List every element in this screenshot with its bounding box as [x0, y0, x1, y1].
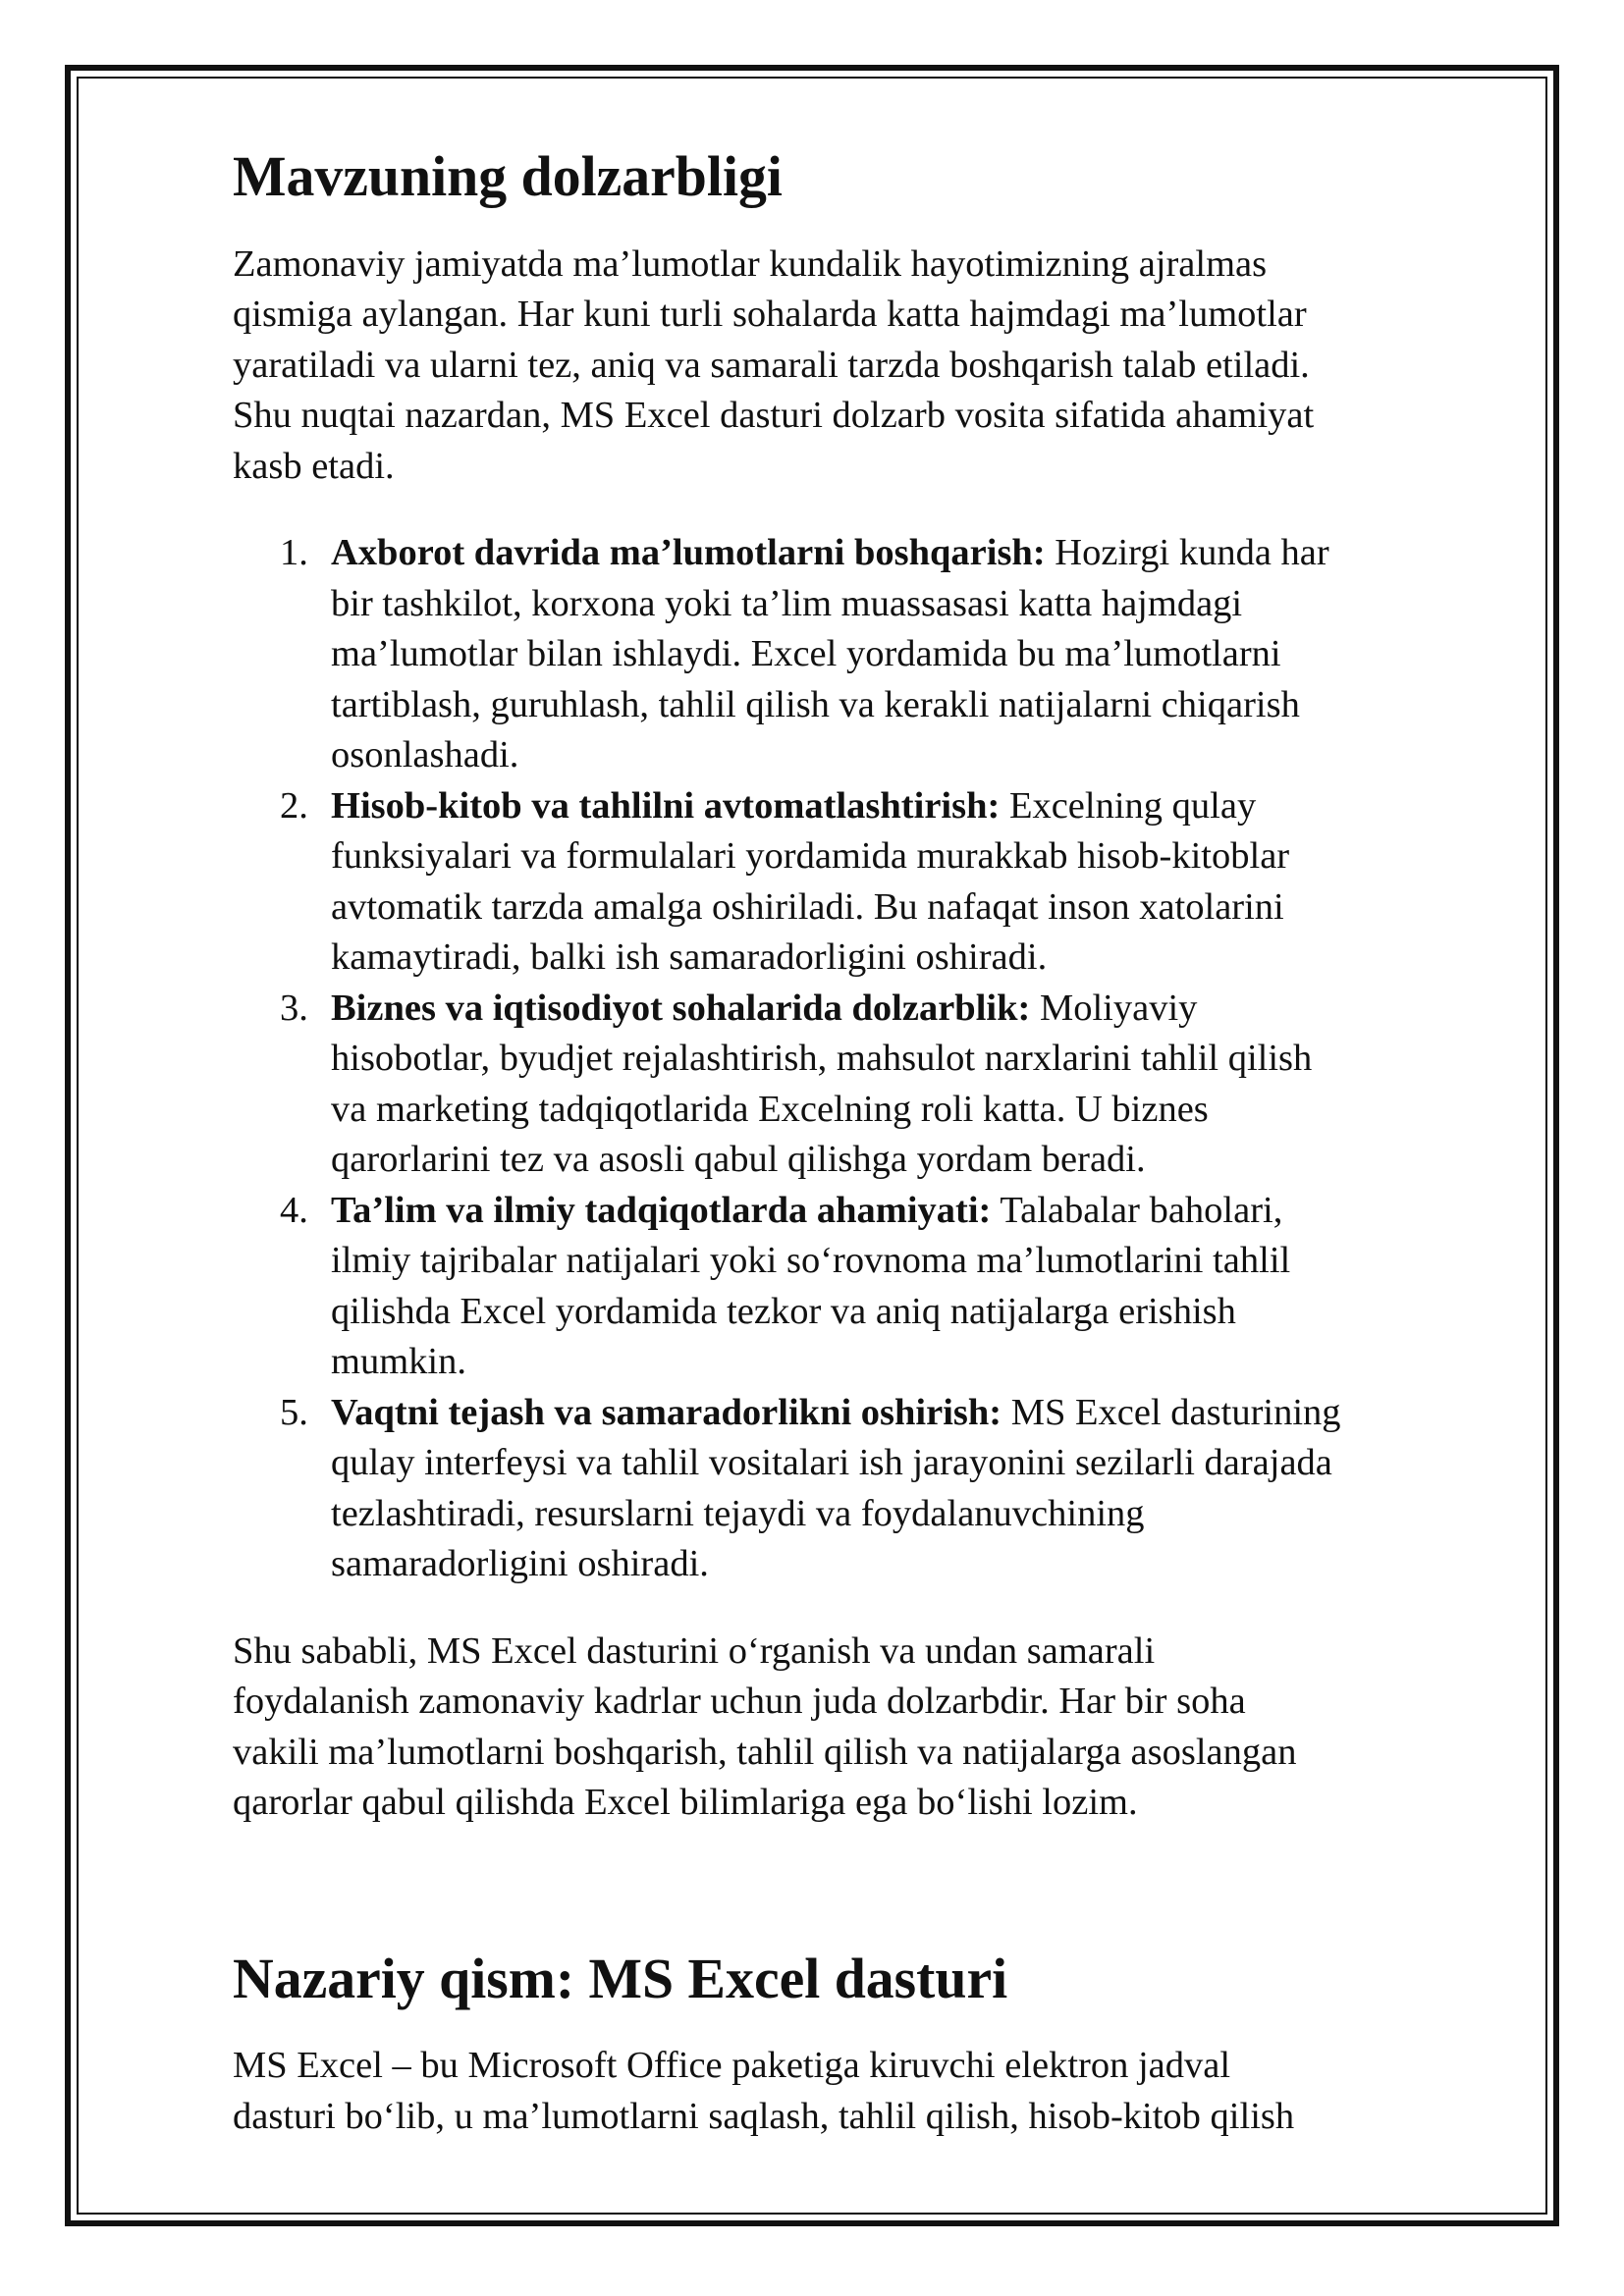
text-line: hisobotlar, byudjet rejalashtirish, mahsulot narxlarini tahlil qilish	[331, 1038, 1313, 1079]
list-item-text: MS Excel dasturining	[1001, 1391, 1341, 1433]
list-item-text: Hozirgi kunda har	[1045, 532, 1329, 573]
text-line: samaradorligini oshiradi.	[331, 1543, 709, 1584]
conclusion-paragraph	[233, 1627, 1529, 1829]
text-line: foydalanish zamonaviy kadrlar uchun juda dolzarbdir. Har bir soha	[233, 1681, 1246, 1722]
text-line: Shu nuqtai nazardan, MS Excel dasturi dolzarb vosita sifatida ahamiyat	[233, 395, 1315, 436]
list-item	[233, 781, 1529, 984]
list-item-text: Talabalar baholari,	[991, 1189, 1283, 1231]
text-line: MS Excel – bu Microsoft Office paketiga kiruvchi elektron jadval	[233, 2045, 1231, 2086]
text-line: qulay interfeysi va tahlil vositalari ish jarayonini sezilarli darajada	[331, 1442, 1332, 1483]
text-line	[331, 528, 1529, 579]
text-line	[331, 984, 1529, 1035]
theory-paragraph	[233, 2041, 1529, 2142]
list-item-lead: Vaqtni tejash va samaradorlikni oshirish:	[331, 1391, 1002, 1433]
list-item-lead: Biznes va iqtisodiyot sohalarida dolzarblik:	[331, 987, 1031, 1029]
text-line: mumkin.	[331, 1341, 466, 1382]
list-item-text: Moliyaviy	[1030, 987, 1198, 1029]
text-line: qilishda Excel yordamida tezkor va aniq natijalarga erishish	[331, 1290, 1236, 1332]
text-line: qarorlarini tez va asosli qabul qilishga yordam beradi.	[331, 1139, 1146, 1180]
text-line: kamaytiradi, balki ish samaradorligini oshiradi.	[331, 936, 1048, 978]
text-line: Shu sababli, MS Excel dasturini o‘rganish va undan samarali	[233, 1629, 1156, 1672]
text-line	[331, 1388, 1529, 1439]
document-body	[233, 146, 1529, 2142]
list-item-lead: Ta’lim va ilmiy tadqiqotlarda ahamiyati:	[331, 1189, 992, 1231]
list-item-number: 5.	[280, 1391, 308, 1433]
intro-paragraph	[233, 240, 1529, 493]
text-line: kasb etadi.	[233, 445, 395, 487]
text-line: vakili ma’lumotlarni boshqarish, tahlil qilish va natijalarga asoslangan	[233, 1731, 1297, 1773]
text-line: ma’lumotlar bilan ishlaydi. Excel yordamida bu ma’lumotlarni	[331, 633, 1281, 674]
list-item-lead: Axborot davrida ma’lumotlarni boshqarish:	[331, 532, 1046, 573]
text-line: bir tashkilot, korxona yoki ta’lim muassasasi katta hajmdagi	[331, 582, 1243, 624]
list-item	[233, 1186, 1529, 1388]
text-line: va marketing tadqiqotlarida Excelning roli katta. U biznes	[331, 1088, 1209, 1130]
text-line: yaratiladi va ularni tez, aniq va samarali tarzda boshqarish talab etiladi.	[233, 344, 1310, 386]
text-line	[331, 1186, 1529, 1237]
text-line: avtomatik tarzda amalga oshiriladi. Bu nafaqat inson xatolarini	[331, 885, 1284, 928]
list-item	[233, 1388, 1529, 1590]
list-item-text: Excelning qulay	[1000, 784, 1257, 827]
text-line: ilmiy tajribalar natijalari yoki so‘rovnoma ma’lumotlarini tahlil	[331, 1240, 1291, 1281]
list-item	[233, 528, 1529, 781]
list-item-number: 2.	[280, 784, 308, 827]
text-line: funksiyalari va formulalari yordamida murakkab hisob-kitoblar	[331, 835, 1290, 877]
text-line: osonlashadi.	[331, 734, 519, 775]
list-item-number: 1.	[280, 532, 308, 573]
relevance-list	[233, 528, 1529, 1590]
text-line	[331, 781, 1529, 832]
section-heading-theory: Nazariy qism: MS Excel dasturi	[233, 1948, 1008, 2010]
text-line: tartiblash, guruhlash, tahlil qilish va kerakli natijalarni chiqarish	[331, 683, 1300, 725]
list-item-number: 4.	[280, 1189, 308, 1231]
list-item-lead: Hisob-kitob va tahlilni avtomatlashtirish:	[331, 784, 1001, 827]
text-line: qismiga aylangan. Har kuni turli sohalarda katta hajmdagi ma’lumotlar	[233, 294, 1307, 335]
section-heading-relevance: Mavzuning dolzarbligi	[233, 146, 783, 208]
text-line: qarorlar qabul qilishda Excel bilimlariga ega bo‘lishi lozim.	[233, 1782, 1138, 1823]
text-line: dasturi bo‘lib, u ma’lumotlarni saqlash, tahlil qilish, hisob-kitob qilish	[233, 2095, 1295, 2137]
list-item	[233, 984, 1529, 1186]
text-line: tezlashtiradi, resurslarni tejaydi va foydalanuvchining	[331, 1492, 1145, 1534]
list-item-number: 3.	[280, 987, 308, 1029]
text-line: Zamonaviy jamiyatda ma’lumotlar kundalik hayotimizning ajralmas	[233, 242, 1268, 285]
